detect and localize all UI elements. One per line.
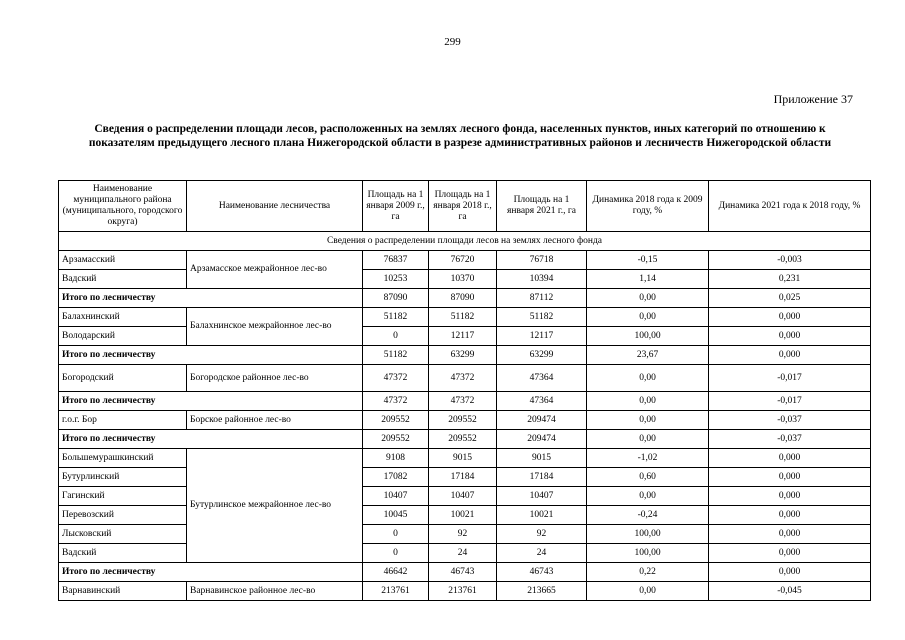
- table-row: [59, 582, 871, 601]
- appendix-label: Приложение 37: [773, 92, 853, 106]
- cell-area-2009: 10045: [363, 506, 429, 525]
- header-area-2018: Площадь на 1 января 2018 г., га: [429, 181, 497, 232]
- cell-area-2018: 213761: [429, 582, 497, 601]
- cell-area-2021: 87112: [497, 289, 587, 308]
- header-area-2021: Площадь на 1 января 2021 г., га: [497, 181, 587, 232]
- table-row: [59, 544, 871, 563]
- document-title: Сведения о распределении площади лесов, расположенных на землях лесного фонда, населенных пунктов, иных категорий по отношению к показателям предыдущего лесного плана Нижегородской области в разрезе административных районов и лесничеств Нижегородской области: [88, 123, 832, 149]
- cell-area-2021: 12117: [497, 327, 587, 346]
- cell-district: Володарский: [59, 327, 187, 346]
- cell-district: Арзамасский: [59, 251, 187, 270]
- cell-area-2018: 10370: [429, 270, 497, 289]
- cell-dynamics-2021: -0,017: [709, 365, 871, 392]
- cell-area-2021: 51182: [497, 308, 587, 327]
- cell-area-2021: 63299: [497, 346, 587, 365]
- table-row: [59, 327, 871, 346]
- cell-dynamics-2021: 0,000: [709, 525, 871, 544]
- cell-area-2009: 209552: [363, 411, 429, 430]
- cell-district: Вадский: [59, 544, 187, 563]
- cell-dynamics-2021: -0,003: [709, 251, 871, 270]
- cell-area-2021: 10021: [497, 506, 587, 525]
- cell-dynamics-2018: -0,24: [587, 506, 709, 525]
- cell-dynamics-2021: 0,000: [709, 468, 871, 487]
- header-area-2009: Площадь на 1 января 2009 г., га: [363, 181, 429, 232]
- cell-forestry: Варнавинское районное лес-во: [187, 582, 363, 601]
- cell-area-2009: 209552: [363, 430, 429, 449]
- cell-dynamics-2018: 0,00: [587, 582, 709, 601]
- cell-area-2021: 9015: [497, 449, 587, 468]
- cell-area-2021: 76718: [497, 251, 587, 270]
- cell-dynamics-2018: 0,22: [587, 563, 709, 582]
- cell-area-2021: 92: [497, 525, 587, 544]
- cell-dynamics-2018: 100,00: [587, 544, 709, 563]
- forest-area-table: [58, 180, 871, 601]
- cell-area-2018: 51182: [429, 308, 497, 327]
- total-row: [59, 430, 871, 449]
- cell-forestry: Бутурлинское межрайонное лес-во: [187, 449, 363, 563]
- cell-dynamics-2021: -0,017: [709, 392, 871, 411]
- cell-district: Варнавинский: [59, 582, 187, 601]
- cell-dynamics-2021: 0,000: [709, 563, 871, 582]
- total-row: [59, 563, 871, 582]
- cell-area-2009: 10407: [363, 487, 429, 506]
- cell-area-2009: 47372: [363, 365, 429, 392]
- table-row: [59, 365, 871, 392]
- total-label: Итого по лесничеству: [59, 392, 363, 411]
- table-row: [59, 468, 871, 487]
- cell-district: Большемурашкинский: [59, 449, 187, 468]
- cell-district: Балахнинский: [59, 308, 187, 327]
- cell-area-2021: 10394: [497, 270, 587, 289]
- cell-area-2009: 213761: [363, 582, 429, 601]
- cell-area-2021: 213665: [497, 582, 587, 601]
- cell-dynamics-2018: 0,00: [587, 289, 709, 308]
- cell-area-2021: 47364: [497, 392, 587, 411]
- header-dynamics-2021: Динамика 2021 года к 2018 году, %: [709, 181, 871, 232]
- cell-district: Вадский: [59, 270, 187, 289]
- cell-dynamics-2018: 23,67: [587, 346, 709, 365]
- cell-area-2018: 9015: [429, 449, 497, 468]
- cell-dynamics-2018: 100,00: [587, 327, 709, 346]
- header-dynamics-2018: Динамика 2018 года к 2009 году, %: [587, 181, 709, 232]
- cell-district: г.о.г. Бор: [59, 411, 187, 430]
- cell-area-2009: 0: [363, 544, 429, 563]
- header-district: Наименование муниципального района (муниципального, городского округа): [59, 181, 187, 232]
- cell-area-2018: 209552: [429, 411, 497, 430]
- cell-district: Бутурлинский: [59, 468, 187, 487]
- cell-area-2021: 10407: [497, 487, 587, 506]
- cell-dynamics-2021: 0,025: [709, 289, 871, 308]
- cell-dynamics-2021: 0,000: [709, 327, 871, 346]
- cell-area-2018: 209552: [429, 430, 497, 449]
- cell-area-2009: 0: [363, 525, 429, 544]
- cell-dynamics-2018: 0,00: [587, 308, 709, 327]
- cell-district: Лысковский: [59, 525, 187, 544]
- cell-district: Перевозский: [59, 506, 187, 525]
- cell-dynamics-2018: 0,60: [587, 468, 709, 487]
- cell-district: Гагинский: [59, 487, 187, 506]
- cell-area-2009: 17082: [363, 468, 429, 487]
- cell-area-2009: 9108: [363, 449, 429, 468]
- cell-area-2018: 10021: [429, 506, 497, 525]
- section-row: [59, 232, 871, 251]
- cell-area-2009: 51182: [363, 308, 429, 327]
- cell-area-2009: 76837: [363, 251, 429, 270]
- table-row: [59, 487, 871, 506]
- cell-dynamics-2018: 0,00: [587, 487, 709, 506]
- cell-area-2009: 51182: [363, 346, 429, 365]
- cell-forestry: Богородское районное лес-во: [187, 365, 363, 392]
- cell-area-2018: 10407: [429, 487, 497, 506]
- cell-area-2009: 0: [363, 327, 429, 346]
- table-row: [59, 308, 871, 327]
- cell-area-2018: 24: [429, 544, 497, 563]
- total-row: [59, 289, 871, 308]
- table-row: [59, 506, 871, 525]
- cell-area-2021: 47364: [497, 365, 587, 392]
- cell-area-2021: 24: [497, 544, 587, 563]
- cell-dynamics-2018: 0,00: [587, 430, 709, 449]
- total-label: Итого по лесничеству: [59, 346, 363, 365]
- cell-dynamics-2021: -0,045: [709, 582, 871, 601]
- cell-area-2021: 209474: [497, 430, 587, 449]
- cell-forestry: Арзамасское межрайонное лес-во: [187, 251, 363, 289]
- table-row: [59, 251, 871, 270]
- table-row: [59, 270, 871, 289]
- cell-area-2018: 47372: [429, 392, 497, 411]
- cell-dynamics-2018: -0,15: [587, 251, 709, 270]
- cell-dynamics-2021: 0,000: [709, 449, 871, 468]
- total-row: [59, 392, 871, 411]
- cell-area-2021: 17184: [497, 468, 587, 487]
- cell-area-2018: 47372: [429, 365, 497, 392]
- cell-area-2018: 63299: [429, 346, 497, 365]
- cell-forestry: Борское районное лес-во: [187, 411, 363, 430]
- cell-dynamics-2018: 1,14: [587, 270, 709, 289]
- cell-dynamics-2021: 0,000: [709, 487, 871, 506]
- cell-area-2018: 46743: [429, 563, 497, 582]
- cell-area-2009: 46642: [363, 563, 429, 582]
- cell-dynamics-2021: 0,000: [709, 544, 871, 563]
- cell-dynamics-2018: -1,02: [587, 449, 709, 468]
- cell-area-2009: 87090: [363, 289, 429, 308]
- cell-dynamics-2018: 0,00: [587, 365, 709, 392]
- table-header-row: [59, 181, 871, 232]
- cell-forestry: Балахнинское межрайонное лес-во: [187, 308, 363, 346]
- section-title: Сведения о распределении площади лесов на землях лесного фонда: [59, 232, 871, 251]
- cell-dynamics-2021: 0,000: [709, 346, 871, 365]
- cell-dynamics-2021: 0,000: [709, 308, 871, 327]
- page-number: 299: [444, 36, 461, 48]
- table-row: [59, 411, 871, 430]
- table-row: [59, 525, 871, 544]
- cell-area-2018: 12117: [429, 327, 497, 346]
- cell-area-2018: 87090: [429, 289, 497, 308]
- cell-area-2018: 17184: [429, 468, 497, 487]
- cell-dynamics-2021: -0,037: [709, 411, 871, 430]
- total-label: Итого по лесничеству: [59, 430, 363, 449]
- cell-dynamics-2018: 0,00: [587, 392, 709, 411]
- cell-dynamics-2021: 0,000: [709, 506, 871, 525]
- cell-district: Богородский: [59, 365, 187, 392]
- cell-area-2018: 76720: [429, 251, 497, 270]
- cell-dynamics-2018: 0,00: [587, 411, 709, 430]
- total-row: [59, 346, 871, 365]
- cell-dynamics-2021: -0,037: [709, 430, 871, 449]
- total-label: Итого по лесничеству: [59, 563, 363, 582]
- cell-dynamics-2018: 100,00: [587, 525, 709, 544]
- cell-area-2009: 47372: [363, 392, 429, 411]
- cell-area-2009: 10253: [363, 270, 429, 289]
- table-row: [59, 449, 871, 468]
- cell-area-2018: 92: [429, 525, 497, 544]
- cell-area-2021: 46743: [497, 563, 587, 582]
- cell-area-2021: 209474: [497, 411, 587, 430]
- header-forestry: Наименование лесничества: [187, 181, 363, 232]
- cell-dynamics-2021: 0,231: [709, 270, 871, 289]
- total-label: Итого по лесничеству: [59, 289, 363, 308]
